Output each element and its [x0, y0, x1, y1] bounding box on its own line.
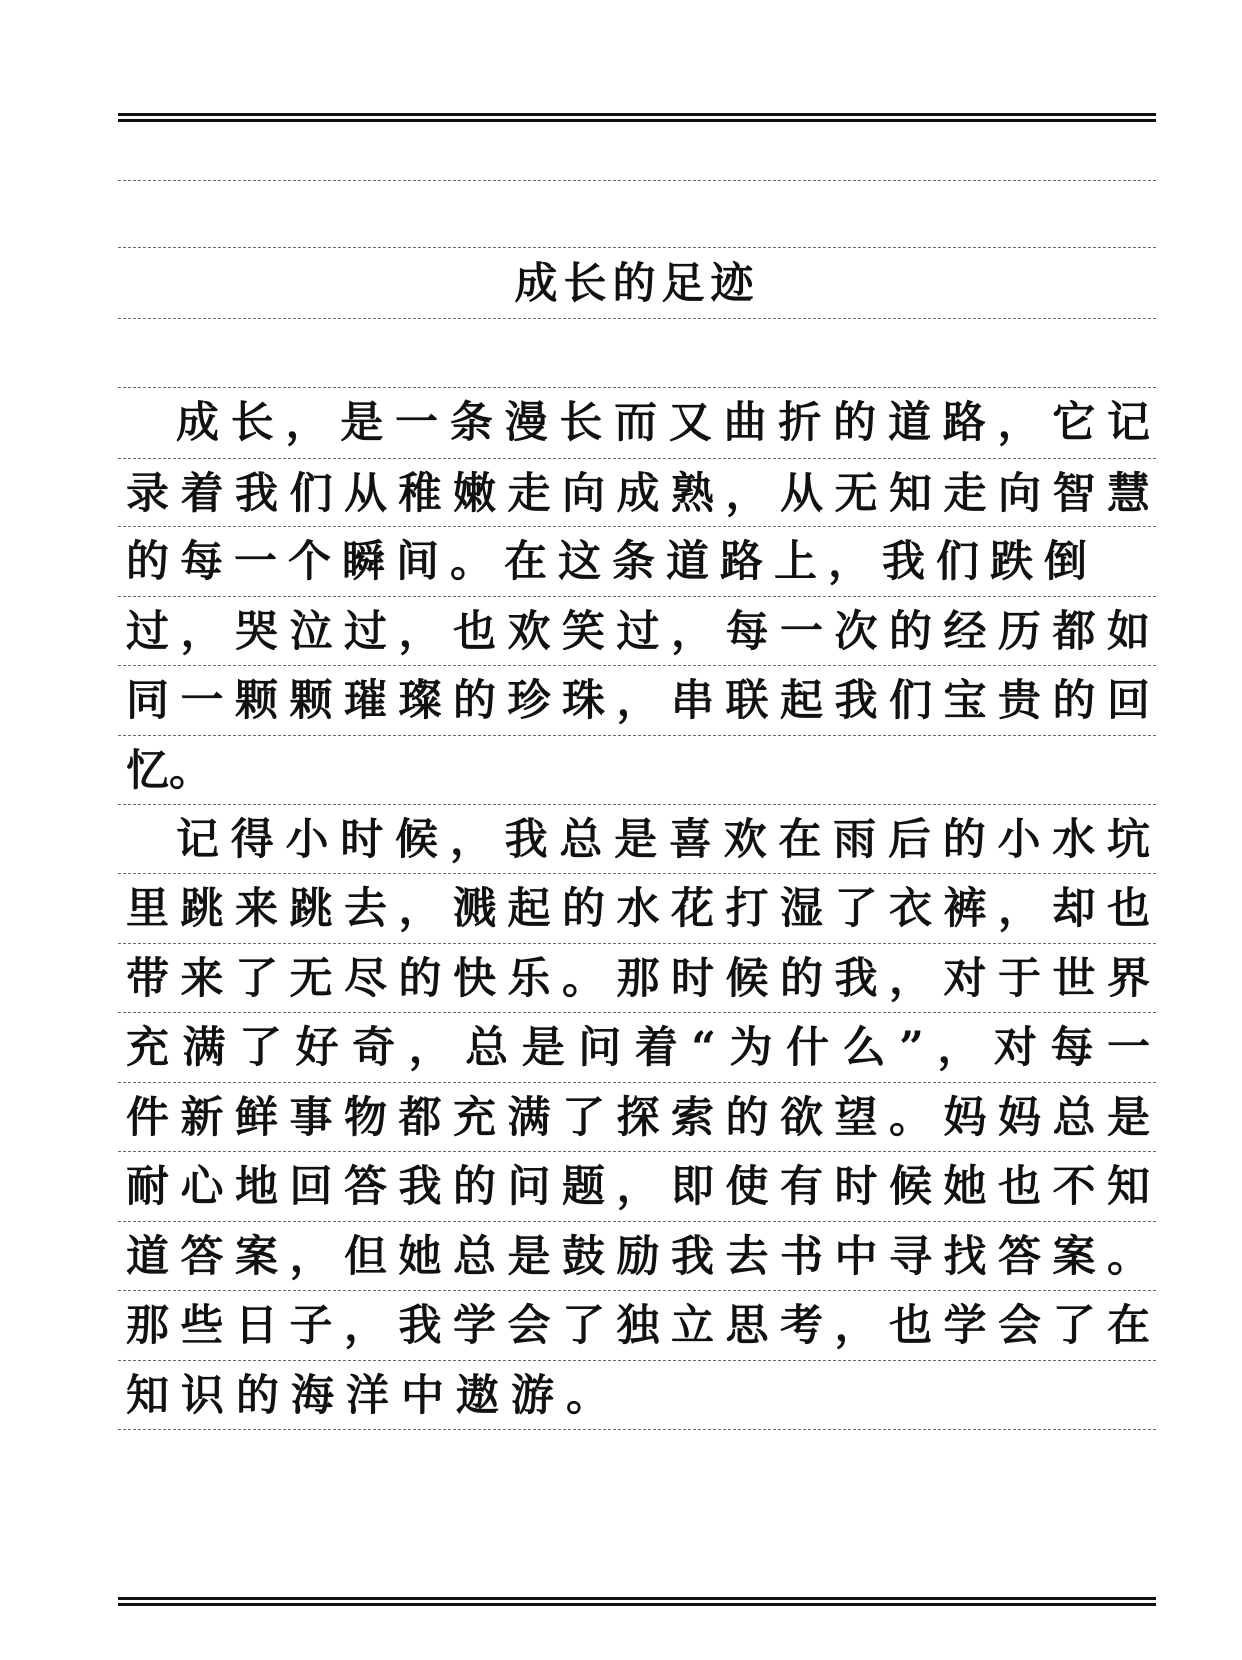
ruled-line — [118, 1151, 1156, 1152]
ruled-line — [118, 943, 1156, 944]
ruled-line — [118, 873, 1156, 874]
essay-line: 里跳来跳去，溅起的水花打湿了衣裤，却也 — [126, 884, 1150, 934]
ruled-line — [118, 387, 1156, 388]
essay-title: 成长的足迹 — [514, 259, 760, 309]
ruled-line — [118, 180, 1156, 181]
essay-line: 记得小时候，我总是喜欢在雨后的小水坑 — [176, 815, 1150, 865]
essay-line: 件新鲜事物都充满了探索的欲望。妈妈总是 — [126, 1093, 1150, 1143]
essay-line: 的每一个瞬间。在这条道路上，我们跌倒 — [126, 537, 1098, 587]
essay-line: 带来了无尽的快乐。那时候的我，对于世界 — [126, 954, 1150, 1004]
essay-line: 过，哭泣过，也欢笑过，每一次的经历都如 — [126, 607, 1150, 657]
essay-line: 耐心地回答我的问题，即使有时候她也不知 — [126, 1162, 1150, 1212]
essay-line: 道答案，但她总是鼓励我去书中寻找答案。 — [126, 1232, 1150, 1282]
ruled-line — [118, 1360, 1156, 1361]
essay-line: 充满了好奇，总是问着“为什么”，对每一 — [126, 1023, 1150, 1073]
ruled-line — [118, 1429, 1156, 1430]
ruled-line — [118, 526, 1156, 527]
essay-line: 录着我们从稚嫩走向成熟，从无知走向智慧 — [126, 469, 1150, 519]
ruled-line — [118, 318, 1156, 319]
ruled-line — [118, 1082, 1156, 1083]
ruled-line — [118, 1221, 1156, 1222]
bottom-double-rule — [118, 1597, 1156, 1606]
ruled-line — [118, 665, 1156, 666]
ruled-line — [118, 247, 1156, 248]
ruled-line — [118, 1012, 1156, 1013]
essay-line: 那些日子，我学会了独立思考，也学会了在 — [126, 1301, 1150, 1351]
ruled-line — [118, 596, 1156, 597]
ruled-line — [118, 1290, 1156, 1291]
essay-line: 成长，是一条漫长而又曲折的道路，它记 — [176, 398, 1150, 448]
essay-line: 知识的海洋中遨游。 — [126, 1371, 621, 1421]
top-double-rule — [118, 113, 1156, 122]
ruled-line — [118, 804, 1156, 805]
essay-line: 忆。 — [126, 746, 212, 796]
ruled-line — [118, 735, 1156, 736]
ruled-line — [118, 458, 1156, 459]
essay-line: 同一颗颗璀璨的珍珠，串联起我们宝贵的回 — [126, 676, 1150, 726]
